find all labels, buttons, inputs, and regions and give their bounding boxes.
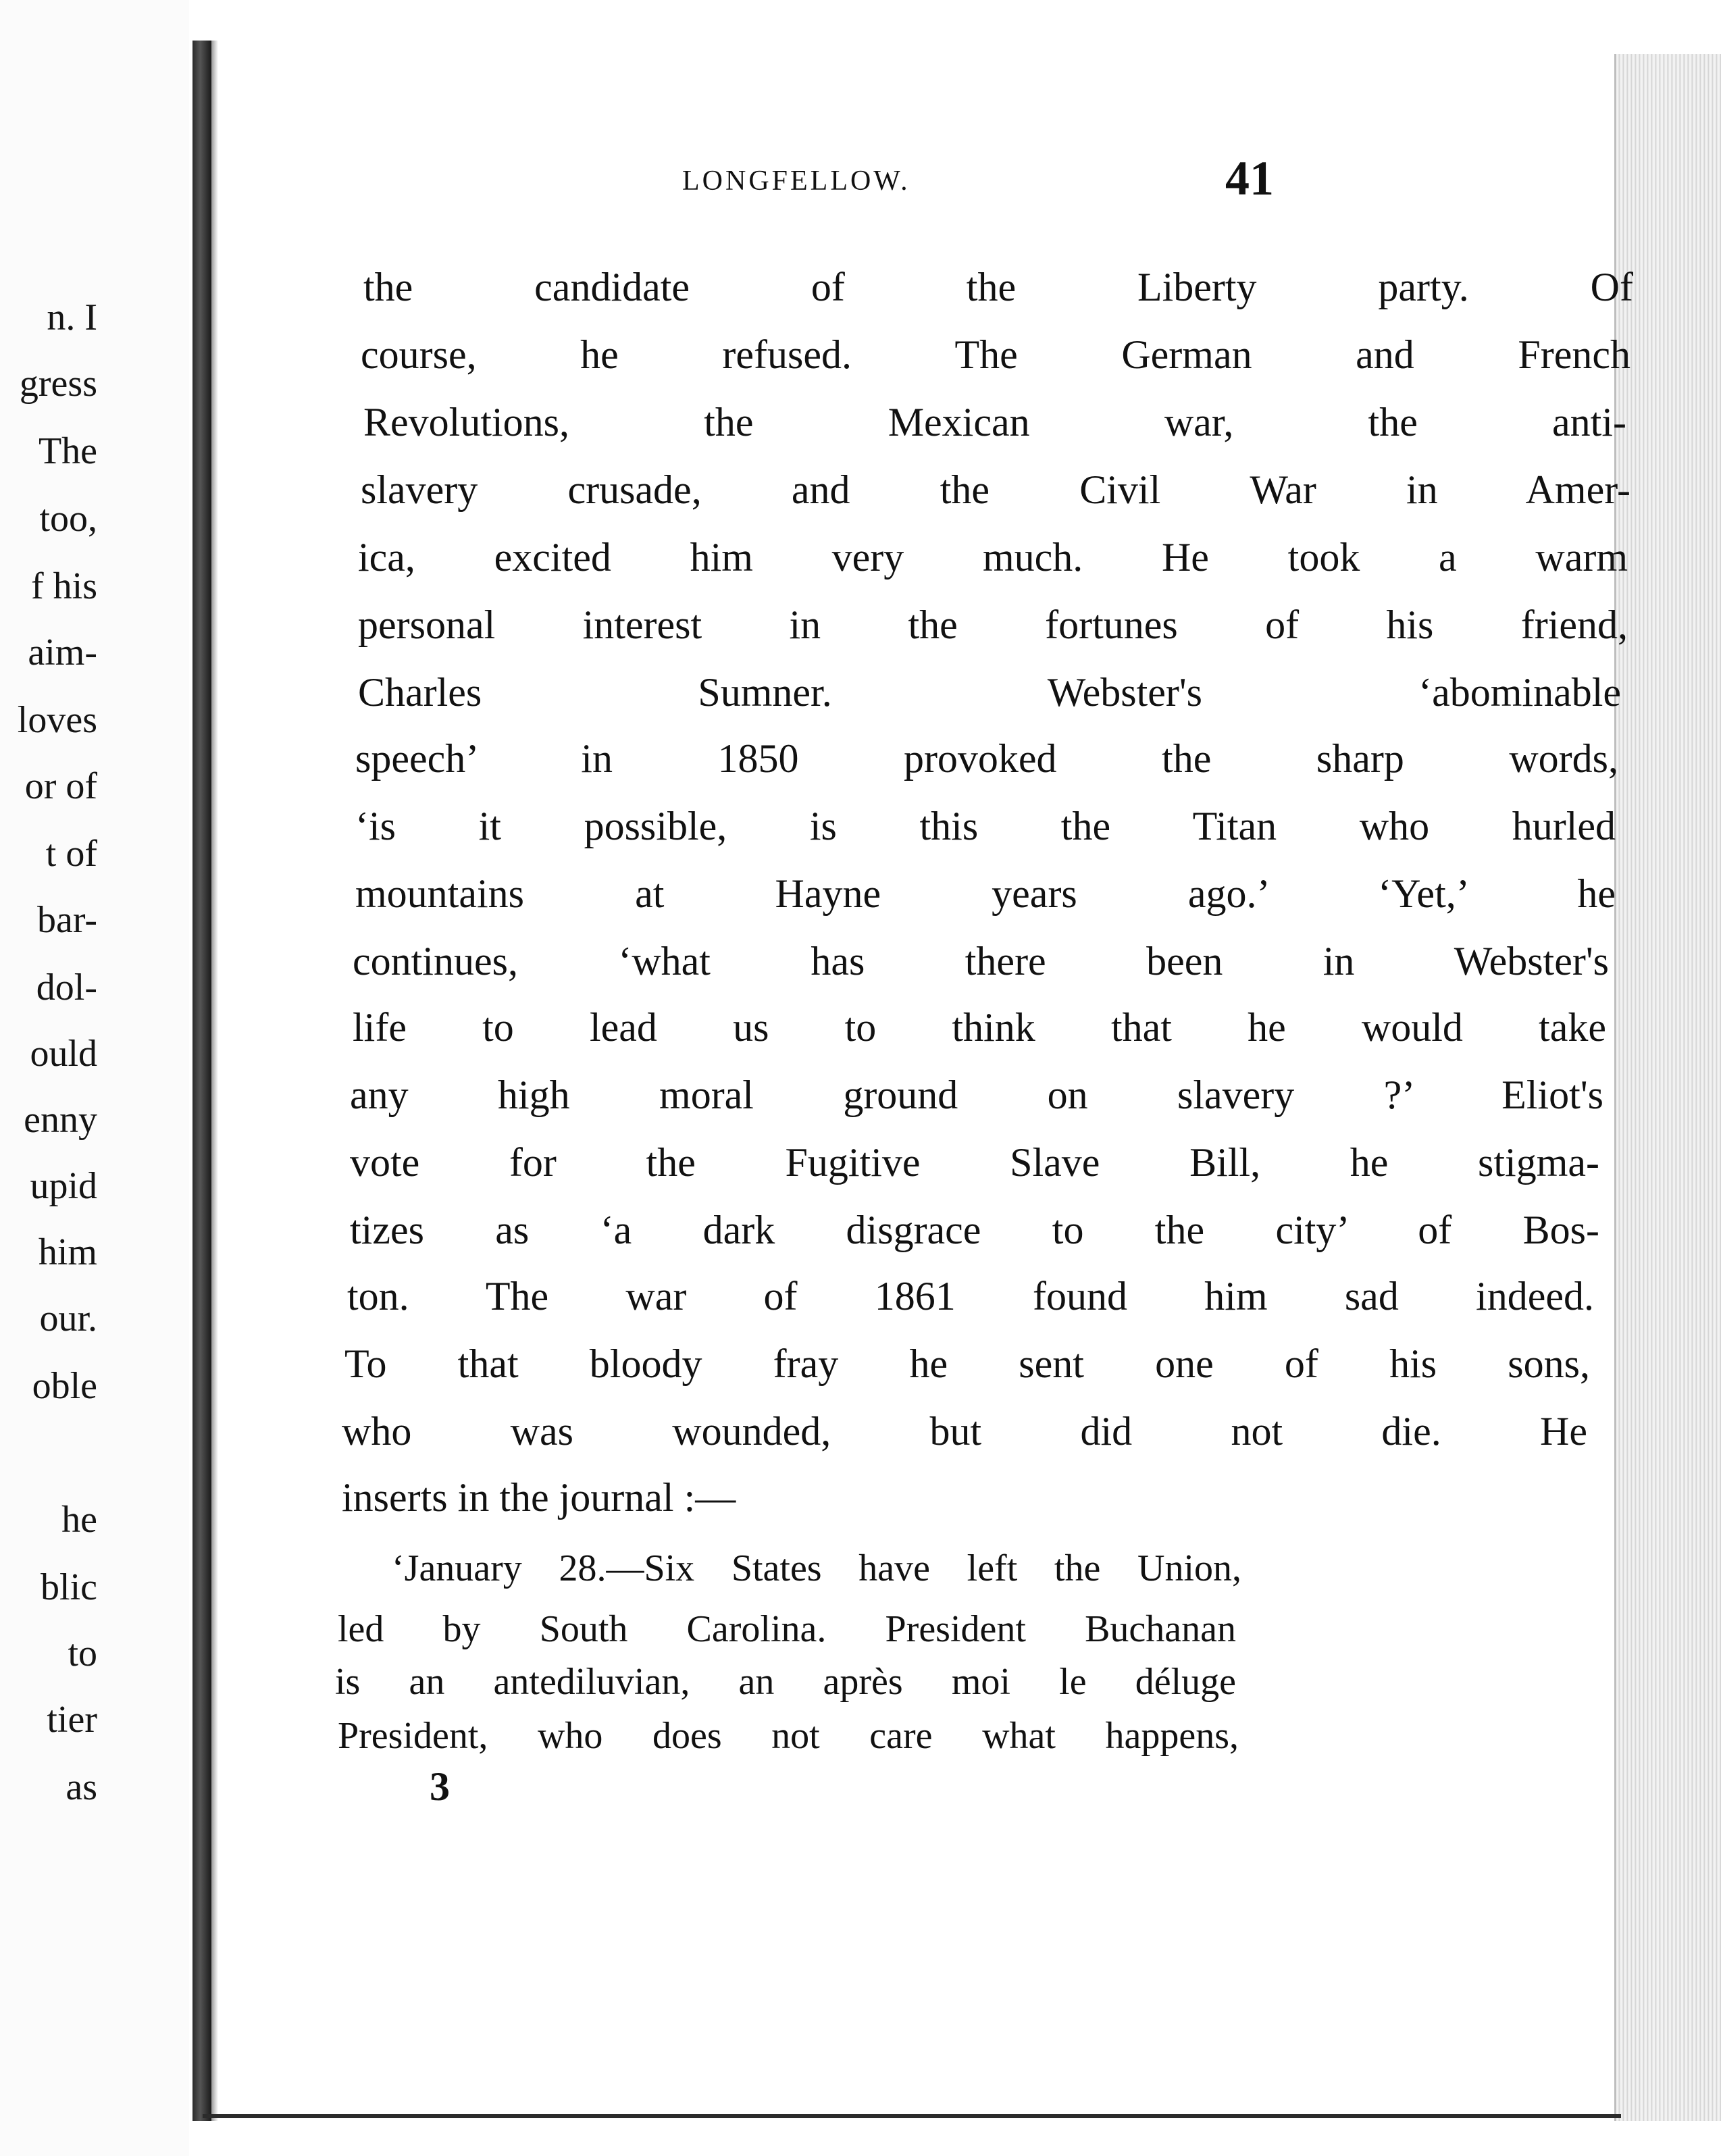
body-line: ica, excited him very much. He took a warm (358, 535, 1628, 580)
signature-mark: 3 (430, 1764, 450, 1809)
facing-page-line: or of (24, 765, 97, 807)
body-line: Revolutions, the Mexican war, the anti- (363, 400, 1626, 444)
body-line: life to lead us to think that he would take (353, 1005, 1606, 1050)
page-number: 41 (1225, 151, 1274, 205)
body-line: speech’ in 1850 provoked the sharp words, (355, 736, 1618, 781)
quote-line: led by South Carolina. President Buchanan (338, 1608, 1236, 1650)
body-line: who was wounded, but did not die. He (342, 1409, 1587, 1454)
book-gutter (192, 41, 211, 2121)
facing-page-line: upid (30, 1165, 97, 1207)
body-line: any high moral ground on slavery ?’ Eliot's (350, 1073, 1603, 1117)
facing-page-line: gress (19, 363, 97, 405)
facing-page-line: bar- (36, 899, 97, 941)
body-line: inserts in the journal :— (342, 1475, 736, 1520)
running-head: LONGFELLOW. (682, 165, 910, 197)
facing-page-line: blic (41, 1566, 97, 1608)
facing-page-line: ould (30, 1033, 97, 1075)
body-line: ton. The war of 1861 found him sad indeed. (347, 1274, 1594, 1318)
body-line: vote for the Fugitive Slave Bill, he stigma- (350, 1140, 1599, 1185)
facing-page-line: aim- (28, 632, 97, 673)
facing-page-line: t of (45, 833, 97, 875)
facing-page-line: oble (32, 1365, 97, 1407)
facing-page-line: as (66, 1766, 97, 1808)
page-bottom-edge (203, 2114, 1621, 2118)
facing-page-line: tier (47, 1699, 97, 1741)
body-line: To that bloody fray he sent one of his sons, (344, 1341, 1590, 1386)
quote-line: is an antediluvian, an après moi le déluge (335, 1661, 1236, 1703)
body-line: tizes as ‘a dark disgrace to the city’ of Bos- (350, 1208, 1599, 1252)
facing-page-line: The (38, 430, 97, 472)
facing-page-line: him (38, 1231, 97, 1273)
facing-page-fragment (0, 0, 189, 2156)
facing-page-line: he (61, 1499, 97, 1541)
facing-page-line: dol- (36, 967, 97, 1008)
page-header (0, 151, 1721, 207)
facing-page-line: f his (31, 565, 97, 607)
body-line: Charles Sumner. Webster's ‘abominable (358, 670, 1621, 715)
body-line: personal interest in the fortunes of his friend, (358, 602, 1628, 647)
facing-page-line: to (68, 1633, 97, 1674)
body-line: mountains at Hayne years ago.’ ‘Yet,’ he (355, 871, 1616, 916)
body-line: slavery crusade, and the Civil War in Amer- (361, 467, 1630, 512)
facing-page-line: our. (39, 1298, 97, 1339)
body-line: course, he refused. The German and French (361, 332, 1630, 377)
facing-page-line: n. I (47, 297, 97, 338)
body-line: the candidate of the Liberty party. Of (363, 265, 1633, 309)
quote-line: ‘January 28.—Six States have left the Union, (392, 1547, 1241, 1589)
facing-page-line: loves (17, 699, 97, 741)
facing-page-line: enny (24, 1099, 97, 1141)
quote-line: President, who does not care what happens, (338, 1715, 1239, 1757)
body-line: continues, ‘what has there been in Webster's (353, 939, 1609, 983)
facing-page-line: too, (39, 498, 97, 540)
gutter-shadow (211, 41, 218, 2121)
body-line: ‘is it possible, is this the Titan who hurled (355, 804, 1616, 848)
